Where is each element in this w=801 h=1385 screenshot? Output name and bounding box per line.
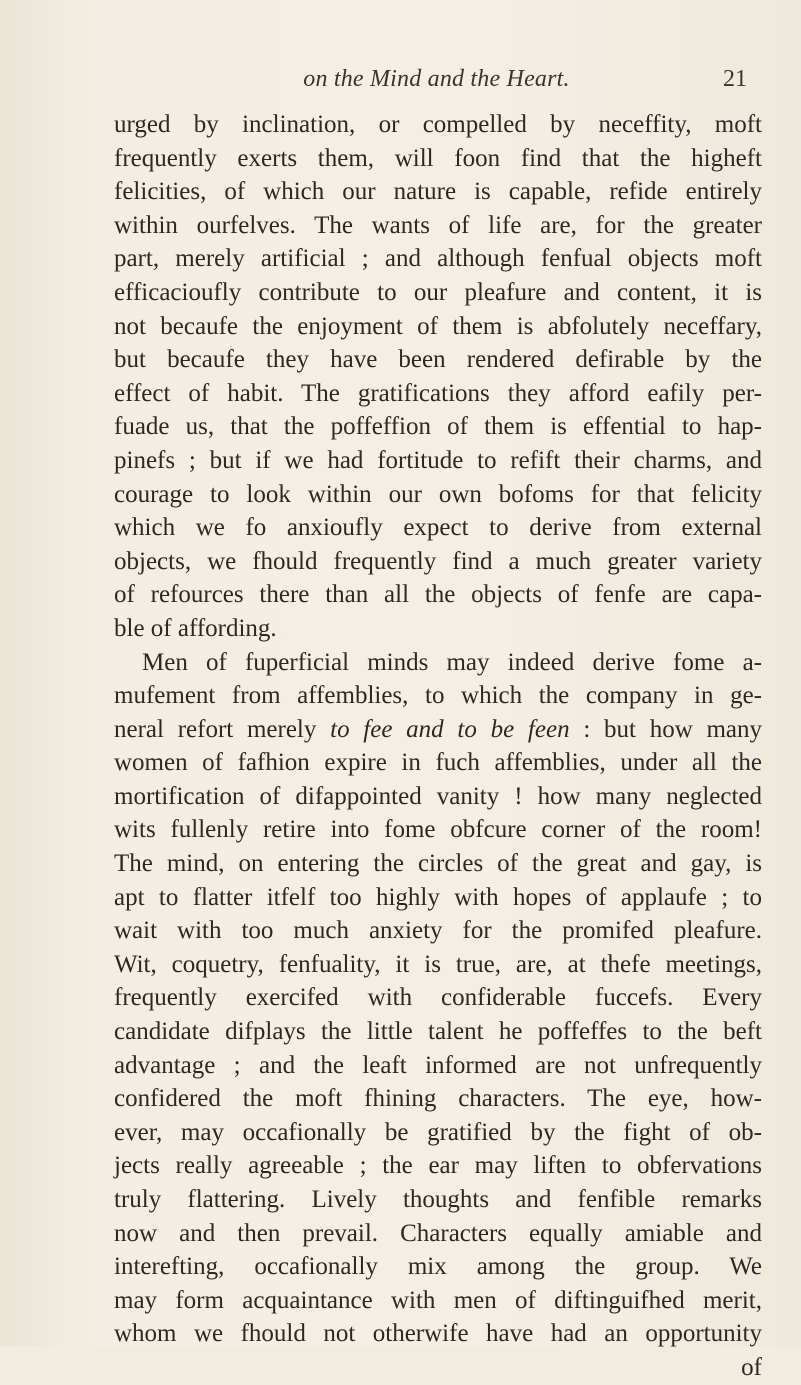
text-line: pinefs ; but if we had fortitude to refift their charms, and (114, 446, 762, 474)
text-line: frequently exercifed with confiderable fuccefs. Every (114, 984, 762, 1012)
text-line: jects really agreeable ; the ear may liften to obfervations (114, 1152, 762, 1180)
text-line: wait with too much anxiety for the promifed pleafure. (114, 917, 762, 945)
text-line: courage to look within our own bofoms for that felicity (114, 480, 762, 508)
running-title: on the Mind and the Heart. (303, 66, 570, 92)
text-line: wits fullenly retire into fome obfcure corner of the room! (114, 816, 762, 844)
text-line-with-italic (114, 713, 762, 747)
text-line: objects, we fhould frequently find a much greater variety (114, 547, 762, 575)
running-head (116, 66, 757, 102)
text-segment: neral refort merely (114, 715, 317, 743)
text-line: The mind, on entering the circles of the great and gay, is (114, 850, 762, 878)
text-line: effect of habit. The gratifications they afford eafily per- (114, 379, 762, 407)
text-line: felicities, of which our nature is capable, refide entirely (114, 178, 762, 206)
text-line: advantage ; and the leaft informed are not unfrequently (114, 1051, 762, 1079)
text-line: truly flattering. Lively thoughts and fenfible remarks (114, 1186, 762, 1213)
text-line: ever, may occafionally be gratified by the fight of ob- (114, 1118, 762, 1146)
text-line: now and then prevail. Characters equally amiable and (114, 1219, 762, 1247)
text-line: which we fo anxioufly expect to derive from external (114, 514, 762, 542)
catchword: of (741, 1353, 762, 1381)
text-line: part, merely artificial ; and although fenfual objects moft (114, 245, 762, 273)
text-line: frequently exerts them, will foon find that the higheft (114, 144, 762, 172)
text-line: mufement from affemblies, to which the company in ge- (114, 682, 762, 710)
text-line: whom we fhould not otherwife have had an opportunity (114, 1320, 762, 1348)
text-line: apt to flatter itfelf too highly with hopes of applaufe ; to (114, 883, 762, 911)
text-segment: : but how many (583, 715, 763, 743)
text-line: interefting, occafionally mix among the group. We (114, 1253, 762, 1281)
text-line: women of fafhion expire in fuch affemblies, under all the (114, 749, 762, 777)
italic-phrase: to fee and to be feen (330, 715, 570, 743)
text-line: may form acquaintance with men of diftinguifhed merit, (114, 1286, 762, 1314)
text-line: not becaufe the enjoyment of them is abfolutely neceffary, (114, 312, 762, 340)
paragraph-end-line: ble of affording. (114, 614, 277, 642)
text-line: urged by inclination, or compelled by neceffity, moft (114, 111, 762, 138)
text-line: efficacioufly contribute to our pleafure and content, it is (114, 278, 762, 306)
text-line: but becaufe they have been rendered defirable by the (114, 346, 762, 374)
text-line: mortification of difappointed vanity ! how many neglected (114, 782, 762, 810)
paragraph-start-line: Men of fuperficial minds may indeed derive fome a- (142, 648, 762, 676)
text-line: Wit, coquetry, fenfuality, it is true, are, at thefe meetings, (114, 950, 762, 978)
page-number: 21 (723, 66, 747, 92)
text-line: confidered the moft fhining characters. The eye, how- (114, 1085, 762, 1113)
text-line: candidate difplays the little talent he poffeffes to the beft (114, 1018, 762, 1046)
text-line: within ourfelves. The wants of life are, for the greater (114, 211, 762, 239)
text-line: of refources there than all the objects of fenfe are capa- (114, 581, 762, 609)
text-line: fuade us, that the poffeffion of them is effential to hap- (114, 413, 762, 441)
body-text (114, 108, 762, 1385)
